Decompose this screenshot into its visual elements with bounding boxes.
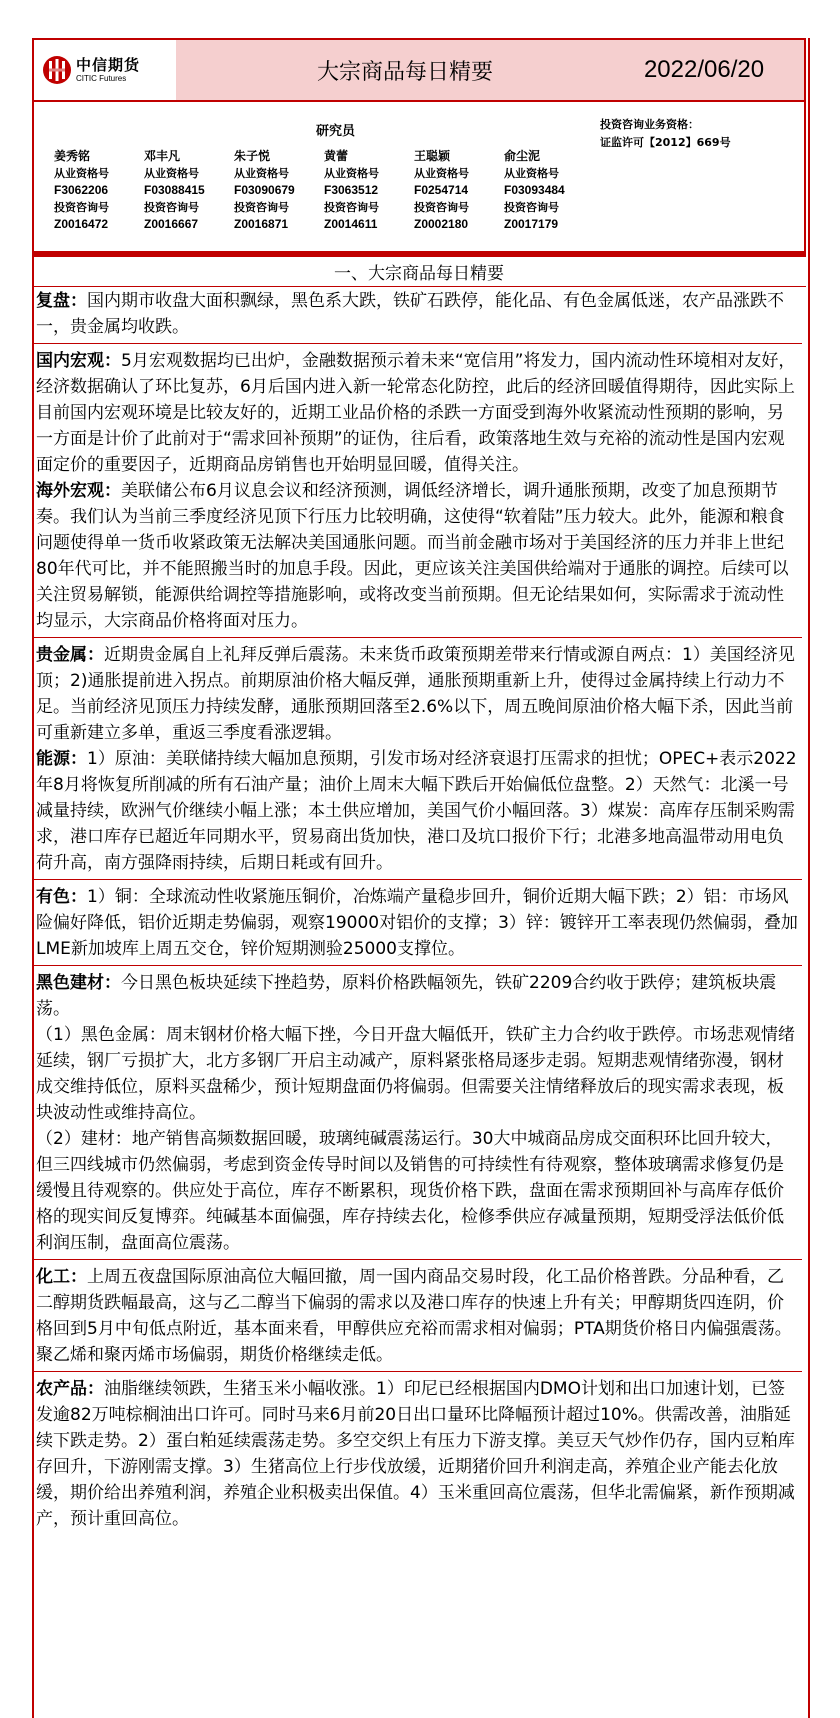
qualification-label: 从业资格号 [54,167,109,180]
consult-label: 投资咨询号 [414,201,469,214]
paragraph-label: 农产品： [36,1379,104,1399]
consult-license-number: 证监许可【2012】669号 [600,136,731,149]
paragraph-huagong [36,1264,798,1368]
paragraph-label: 黑色建材： [36,973,121,993]
section-title: 一、大宗商品每日精要 [32,257,806,287]
qualification-code: F3062206 [54,183,109,197]
paragraph-text: 5月宏观数据均已出炉，金融数据预示着未来“宽信用”将发力，国内流动性环境相对友好，经济数据确认了环比复苏，6月后国内进入新一轮常态化防控，此后的经济回暖值得期待，因此实际上目前国内宏观环境是比较友好的，近期工业品价格的杀跌一方面受到海外收紧流动性预期的影响，另一方面是计价了此前对于“需求回补预期”的证伪，往后看，政策落地生效与充裕的流动性是国内宏观面定价的重要因子，近期商品房销售也开始明显回暖，值得关注。 [36,351,796,475]
consult-label: 投资咨询号 [144,201,199,214]
qualification-code: F0254714 [414,183,469,197]
analyst-entry [234,148,322,233]
paragraph-text: 国内期市收盘大面积飘绿，黑色系大跌，铁矿石跌停，能化品、有色金属低迷，农产品涨跌不一，贵金属均收跌。 [36,291,784,337]
row-divider [32,343,802,344]
qualification-label: 从业资格号 [324,167,379,180]
analyst-name: 朱子悦 [234,149,271,163]
paragraph-text: 油脂继续领跌，生猪玉米小幅收涨。1）印尼已经根据国内DMO计划和出口加速计划，已签发逾82万吨棕榈油出口许可。同时马来6月前20日出口量环比降幅预计超过10%。供需改善，油脂延续下跌走势。2）蛋白粕延续震荡走势。多空交织上有压力下游支撑。美豆天气炒作仍存，国内豆粕库存回升，下游刚需支撑。3）生猪高位上行步伐放缓，近期猪价回升利润走高，养殖企业产能去化放缓，期价给出养殖利润，养殖企业积极卖出保值。4）玉米重回高位震荡，但华北需偏紧，新作预期减产，预计重回高位。 [36,1379,795,1529]
paragraph-fupan [36,288,798,340]
qualification-label: 从业资格号 [414,167,469,180]
logo [34,40,176,100]
paragraph-heise-building: （2）建材：地产销售高频数据回暖，玻璃纯碱震荡运行。30大中城商品房成交面积环比回升较大，但三四线城市仍然偏弱，考虑到资金传导时间以及销售的可持续性有待观察，整体玻璃需求修复仍是缓慢且待观察的。供应处于高位，库存不断累积，现货价格下跌，盘面在需求预期回补与高库存低价格的现实间反复博弈。纯碱基本面偏强，库存持续去化，检修季供应存减量预期，短期受浮法低价低利润压制，盘面高位震荡。 [36,1129,784,1253]
report-header [32,38,806,102]
title-cell [176,40,804,100]
paragraph-text: 1）铜：全球流动性收紧施压铜价，冶炼端产量稳步回升，铜价近期大幅下跌；2）铝：市场风险偏好降低，铝价近期走势偏弱，观察19000对铝价的支撑；3）锌：镀锌开工率表现仍然偏弱，叠加LME新加坡库上周五交仓，锌价短期测验25000支撑位。 [36,887,798,959]
paragraph-label: 能源： [36,749,87,769]
qualification-code: F3063512 [324,183,379,197]
qualification-code: F03090679 [234,183,295,197]
consult-label: 投资咨询号 [504,201,559,214]
analyst-block [32,102,806,252]
paragraph-label: 复盘： [36,291,87,311]
paragraph-label: 化工： [36,1267,87,1287]
consult-code: Z0016667 [144,217,199,231]
analyst-name: 王聪颖 [414,149,451,163]
analyst-entry [54,148,142,233]
paragraph-label: 贵金属： [36,645,104,665]
paragraph-guonei [36,348,798,478]
consult-label: 投资咨询号 [54,201,109,214]
analyst-entry [324,148,412,233]
qualification-label: 从业资格号 [234,167,289,180]
paragraph-nongchanpin [36,1376,798,1532]
logo-en-text: CITIC Futures [76,73,127,83]
paragraph-heise [36,970,798,1022]
analyst-name: 俞尘泥 [504,149,541,163]
qualification-code: F03093484 [504,183,565,197]
paragraph-text: 近期贵金属自上礼拜反弹后震荡。未来货币政策预期差带来行情或源自两点：1）美国经济见顶；2)通胀提前进入拐点。前期原油价格大幅反弹，通胀预期重新上升，使得过金属持续上行动力不足。当前经济见顶压力持续发酵，通胀预期回落至2.6%以下，周五晚间原油价格大幅下杀，因此当前可重新建立多单，重返三季度看涨逻辑。 [36,645,795,743]
qualification-label: 从业资格号 [144,167,199,180]
analyst-name: 黄蕾 [324,149,349,163]
paragraph-youse [36,884,798,962]
paragraph-label: 海外宏观： [36,481,121,501]
researcher-label: 研究员 [316,124,356,139]
analyst-entry [144,148,232,233]
analyst-entry [414,148,502,233]
consult-code: Z0014611 [324,217,378,231]
paragraph-guijinshu [36,642,798,746]
analyst-name: 邓丰凡 [144,149,181,163]
paragraph-heise-metals: （1）黑色金属：周末钢材价格大幅下挫，今日开盘大幅低开，铁矿主力合约收于跌停。市场悲观情绪延续，钢厂亏损扩大，北方多钢厂开启主动减产，原料紧张格局逐步走弱。短期悲观情绪弥漫，钢材成交维持低位，原料买盘稀少，预计短期盘面仍将偏弱。但需要关注情绪释放后的现实需求表现，板块波动性或维持高位。 [36,1025,795,1123]
paragraph-text: 今日黑色板块延续下挫趋势，原料价格跌幅领先，铁矿2209合约收于跌停；建筑板块震荡。 [36,973,777,1019]
paragraph-label: 国内宏观： [36,351,121,371]
consult-license-label: 投资咨询业务资格： [600,118,699,131]
row-divider [32,637,802,638]
row-divider [32,1371,802,1372]
consult-license [600,116,731,152]
qualification-code: F03088415 [144,183,205,197]
row-divider [32,965,802,966]
analyst-entry [504,148,592,233]
analyst-name: 姜秀铭 [54,149,91,163]
row-divider [32,879,802,880]
document-title: 大宗商品每日精要 [316,59,493,85]
consult-label: 投资咨询号 [324,201,379,214]
document-date: 2022/06/20 [643,56,765,83]
consult-code: Z0002180 [414,217,469,231]
consult-label: 投资咨询号 [234,201,289,214]
consult-code: Z0016472 [54,217,109,231]
paragraph-text: 上周五夜盘国际原油高位大幅回撤，周一国内商品交易时段，化工品价格普跌。分品种看，乙二醇期货跌幅最高，这与乙二醇当下偏弱的需求以及港口库存的快速上升有关；甲醇期货四连阴，价格回到5月中旬低点附近，基本面来看，甲醇供应充裕而需求相对偏弱；PTA期货价格日内偏强震荡。聚乙烯和聚丙烯市场偏弱，期货价格继续走低。 [36,1267,792,1365]
paragraph-haiwai [36,478,798,634]
logo-cn-text: 中信期货 [76,55,141,74]
report-body [36,288,798,1532]
paragraph-text: 美联储公布6月议息会议和经济预测，调低经济增长，调升通胀预期，改变了加息预期节奏。我们认为当前三季度经济见顶下行压力比较明确，这使得“软着陆”压力较大。此外，能源和粮食问题使得单一货币收紧政策无法解决美国通胀问题。而当前金融市场对于美国经济的压力并非上世纪80年代可比，并不能照搬当时的加息手段。因此，更应该关注美国供给端对于通胀的调控。后续可以关注贸易解锁，能源供给调控等措施影响，或将改变当前预期。但无论结果如何，实际需求于流动性均显示，大宗商品价格将面对压力。 [36,481,789,631]
consult-code: Z0017179 [504,217,559,231]
paragraph-label: 有色： [36,887,87,907]
paragraph-nengyuan [36,746,798,876]
qualification-label: 从业资格号 [504,167,559,180]
citic-logo-icon [42,55,72,85]
consult-code: Z0016871 [234,217,289,231]
paragraph-text: 1）原油：美联储持续大幅加息预期，引发市场对经济衰退打压需求的担忧；OPEC+表示2022年8月将恢复所削减的所有石油产量；油价上周末大幅下跌后开始偏低位盘整。2）天然气：北溪一号减量持续，欧洲气价继续小幅上涨；本土供应增加，美国气价小幅回落。3）煤炭：高库存压制采购需求，港口库存已超近年同期水平，贸易商出货加快，港口及坑口报价下行；北港多地高温带动用电负荷升高，南方强降雨持续，后期日耗或有回升。 [36,749,797,873]
row-divider [32,1259,802,1260]
